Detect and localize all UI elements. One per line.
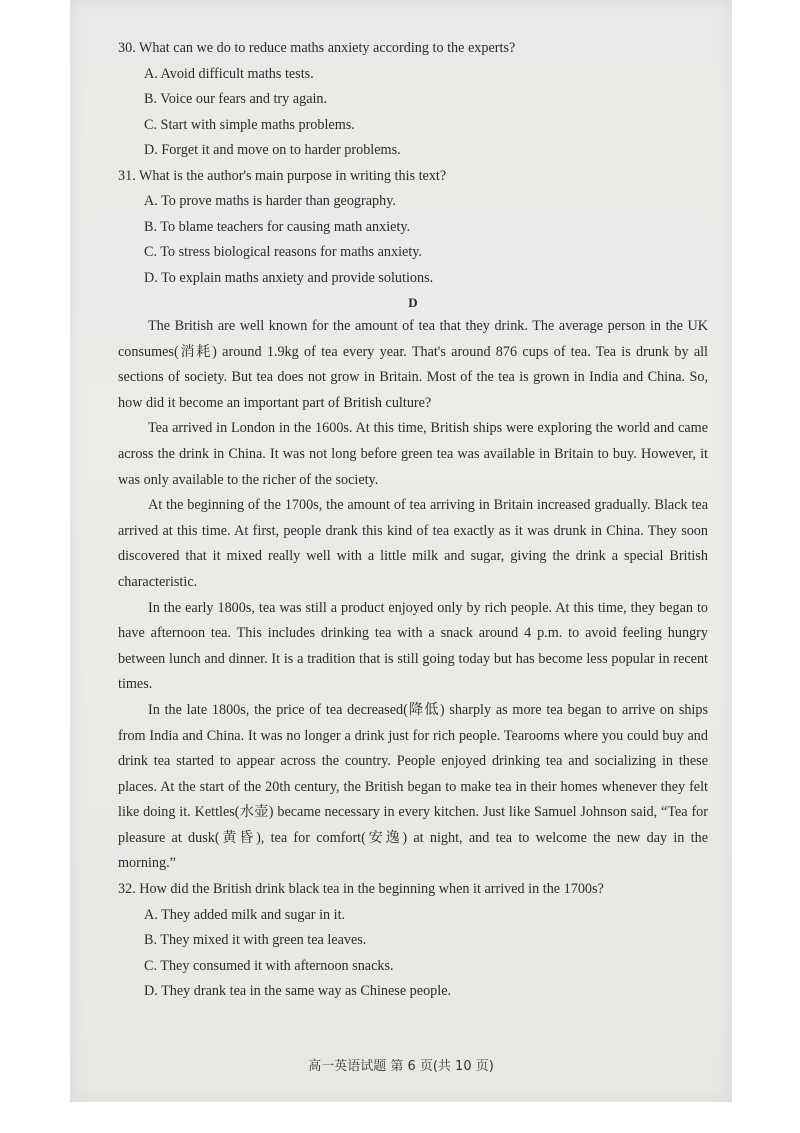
option-b: B. They mixed it with green tea leaves. bbox=[144, 932, 367, 949]
option-a: A. They added milk and sugar in it. bbox=[144, 906, 346, 923]
option-a: A. To prove maths is harder than geography. bbox=[144, 193, 396, 209]
option-c: C. Start with simple maths problems. bbox=[144, 116, 355, 133]
option-b: B. To blame teachers for causing math anxiety. bbox=[144, 218, 411, 235]
option-c: C. They consumed it with afternoon snacks. bbox=[144, 957, 394, 974]
question-stem: 30. What can we do to reduce maths anxiety according to the experts? bbox=[118, 40, 516, 56]
option-b: B. Voice our fears and try again. bbox=[144, 91, 328, 107]
question-stem: 32. How did the British drink black tea in the beginning when it arrived in the 1700s? bbox=[118, 881, 604, 898]
passage-letter: D bbox=[408, 295, 418, 310]
question-31 bbox=[118, 164, 708, 292]
passage-paragraph: The British are well known for the amount of tea that they drink. The average person in the UK consumes(消耗) around 1.9kg of tea every year. That's around 876 cups of tea. Tea is drunk by all sections of society. But tea does not grow in Britain. Most of the tea is grown in India and China. So, how did it become an important part of British culture? bbox=[118, 318, 708, 411]
question-30 bbox=[118, 36, 708, 164]
passage-paragraph: Tea arrived in London in the 1600s. At this time, British ships were exploring the world and came across the drink in China. It was not long before green tea was available in Britain to buy. However, it was only available to the richer of the society. bbox=[118, 420, 708, 488]
passage-paragraph: In the late 1800s, the price of tea decreased(降低) sharply as more tea began to arrive on ships from India and China. It was no longer a drink just for rich people. Tearooms where you could buy and drink tea started to appear across the country. People enjoyed drinking tea and socializing in these places. At the start of the 20th century, the British began to make tea in their homes whenever they felt like doing it. Kettles(水壶) became necessary in every kitchen. Just like Samuel Johnson said, “Tea for pleasure at dusk(黄昏), tea for comfort(安逸) at night, and tea to welcome the new day in the morning.” bbox=[118, 701, 708, 872]
passage-paragraph: In the early 1800s, tea was still a product enjoyed only by rich people. At this time, they began to have afternoon tea. This includes drinking tea with a snack around 4 p.m. to avoid feeling hungry between lunch and dinner. It is a tradition that is still going today but has become less popular in recent times. bbox=[118, 599, 708, 693]
option-a: A. Avoid difficult maths tests. bbox=[144, 65, 314, 82]
page-content bbox=[118, 36, 708, 1005]
question-stem: 31. What is the author's main purpose in writing this text? bbox=[118, 167, 447, 184]
page-footer: 高一英语试题 第 6 页(共 10 页) bbox=[308, 1059, 494, 1074]
option-d: D. Forget it and move on to harder problems. bbox=[144, 142, 401, 158]
option-c: C. To stress biological reasons for maths anxiety. bbox=[144, 244, 422, 260]
exam-page bbox=[70, 0, 732, 1102]
option-d: D. They drank tea in the same way as Chinese people. bbox=[144, 983, 452, 1000]
passage-paragraph: At the beginning of the 1700s, the amount of tea arriving in Britain increased gradually. Black tea arrived at this time. At first, people drank this kind of tea exactly as it was drunk in China. They soon discovered that it mixed really well with a little milk and sugar, giving the drink a special British characteristic. bbox=[118, 497, 708, 590]
option-d: D. To explain maths anxiety and provide solutions. bbox=[144, 269, 434, 286]
question-32 bbox=[118, 877, 708, 1005]
